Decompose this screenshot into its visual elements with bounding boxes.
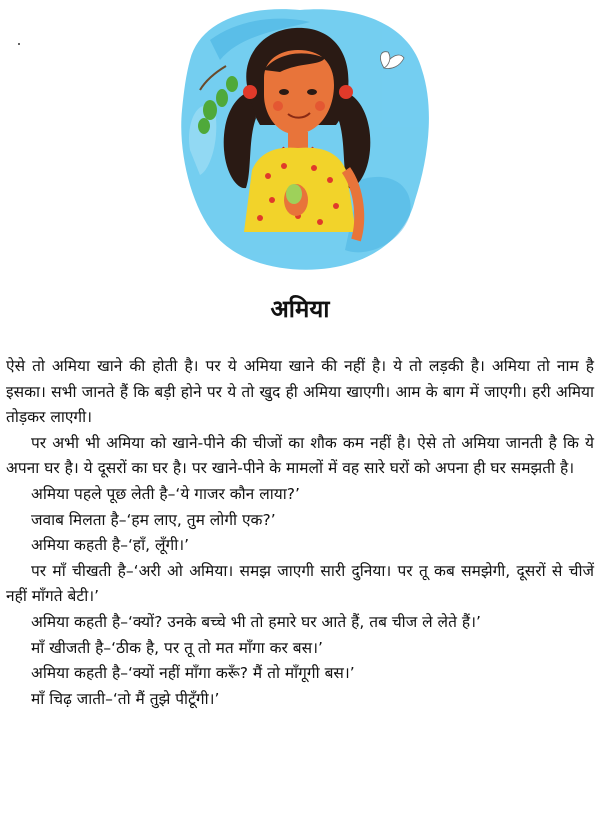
neck [288, 132, 308, 148]
dialogue-line: माँ चिढ़ जाती–‘तो मैं तुझे पीटूँगी।’ [31, 689, 220, 708]
story-title: अमिया [270, 295, 330, 323]
story-body [6, 354, 594, 712]
dialogue-line: पर माँ चीखती है–‘अरी ओ अमिया। समझ जाएगी सारी दुनिया। पर तू कब समझेगी, दूसरों से चीजें नहीं माँगते बेटी।’ [6, 561, 594, 606]
dialogue-line: अमिया कहती है–‘क्यों? उनके बच्चे भी तो हमारे घर आते हैं, तब चीज ले लेते हैं।’ [31, 612, 481, 631]
story-illustration [160, 0, 440, 280]
mango-icon [284, 184, 308, 216]
dialogue-line: अमिया पहले पूछ लेती है–‘ये गाजर कौन लाया?’ [31, 484, 300, 503]
paragraph: ऐसे तो अमिया खाने की होती है। पर ये अमिया खाने की नहीं है। ये तो लड़की है। अमिया तो नाम है इसका। सभी जानते हैं कि बड़ी होने पर ये तो खुद ही अमिया खाएगी। आम के बाग में जाएगी। हरी अमिया तोड़कर लाएगी। [6, 357, 594, 427]
dialogue-line: अमिया कहती है–‘क्यों नहीं माँगा करूँ? मैं तो माँगूगी बस।’ [31, 664, 355, 683]
dialogue-line: माँ खीजती है–‘ठीक है, पर तू तो मत माँगा कर बस।’ [31, 638, 323, 657]
page-speck [18, 43, 20, 45]
dialogue-line: जवाब मिलता है–‘हम लाए, तुम लोगी एक?’ [31, 510, 276, 529]
dialogue-line: अमिया कहती है–‘हाँ, लूँगी।’ [31, 536, 190, 555]
paragraph: पर अभी भी अमिया को खाने-पीने की चीजों का शौक कम नहीं है। ऐसे तो अमिया जानती है कि ये अपना घर है। ये दूसरों का घर है। पर खाने-पीने के मामलों में वह सारे घरों को अपना ही घर समझती है। [6, 433, 594, 478]
